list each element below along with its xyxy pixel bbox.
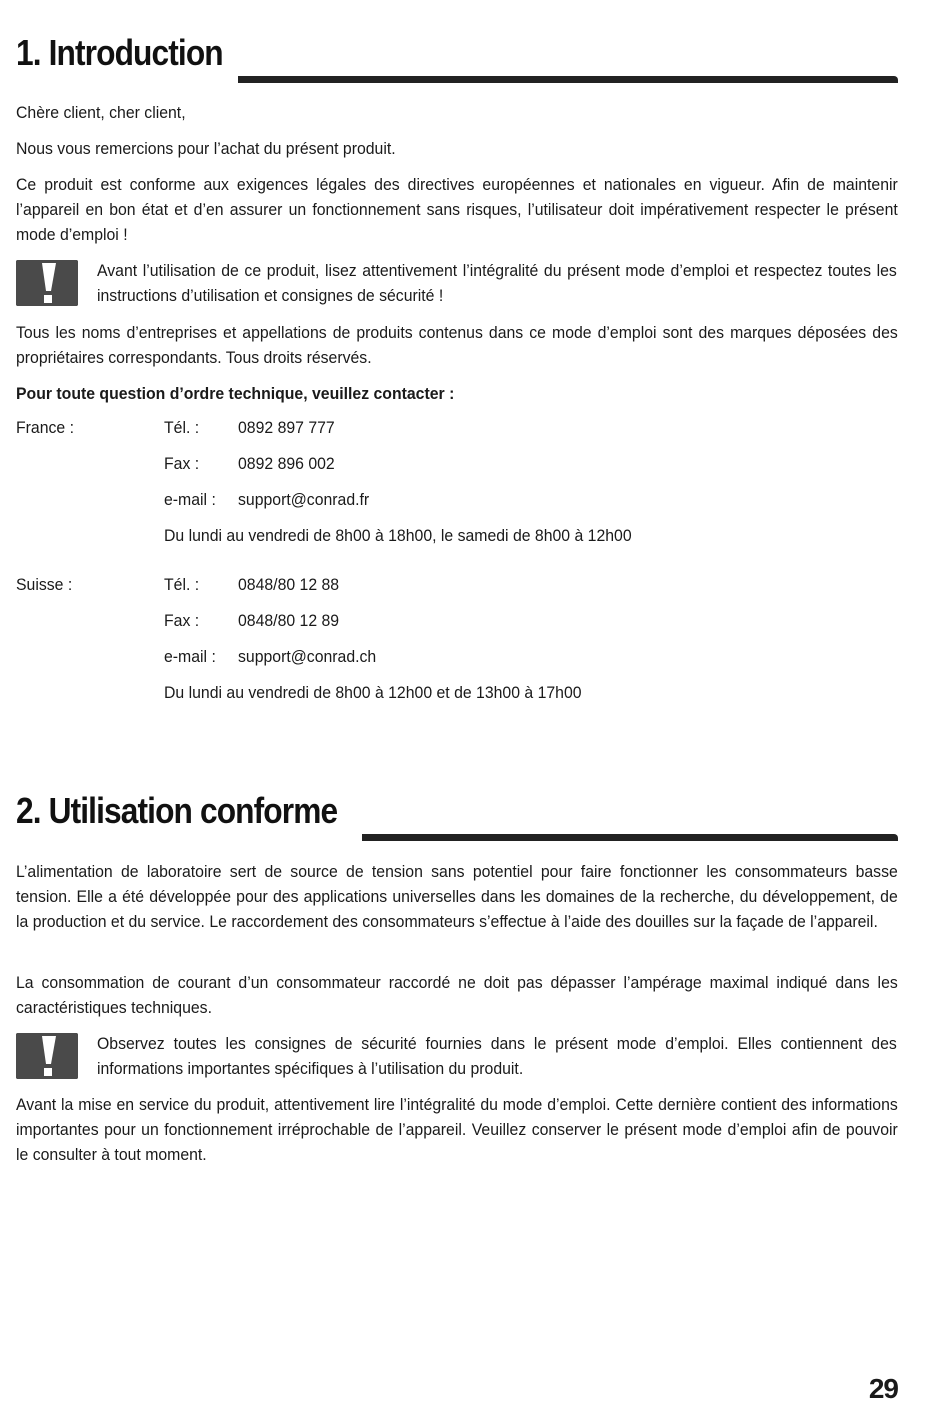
contact-email-label: e-mail : <box>164 647 216 666</box>
contact-tel-label: Tél. : <box>164 418 200 437</box>
thanks-text: Nous vous remercions pour l’achat du présent produit. <box>16 139 396 158</box>
contact-hours-row <box>16 526 898 562</box>
section1-header <box>16 30 898 82</box>
section2-header <box>16 788 898 840</box>
section1-title: 1. Introduction <box>16 32 223 73</box>
contact-hours: Du lundi au vendredi de 8h00 à 18h00, le samedi de 8h00 à 12h00 <box>164 526 632 545</box>
section1-warning-text: Avant l’utilisation de ce produit, lisez attentivement l’intégralité du présent mode d’emploi et respectez toutes les instructions d’utilisation et consignes de sécurité ! <box>97 261 897 305</box>
contact-fax-row <box>16 454 898 490</box>
contact-country: France : <box>16 418 74 437</box>
exclamation-warning-icon <box>16 1033 78 1079</box>
contact-block-suisse <box>16 575 898 719</box>
section2-title-rule <box>362 834 898 841</box>
contact-fax-label: Fax : <box>164 454 200 473</box>
contact-country: Suisse : <box>16 575 73 594</box>
contact-fax-value: 0892 896 002 <box>238 454 335 473</box>
conformity-text: Ce produit est conforme aux exigences légales des directives européennes et nationales en vigueur. Afin de maintenir l’appareil en bon état et d’en assurer un fonctionnement sans risques, l’utilisateur doit impérativement respecter le présent mode d’emploi ! <box>16 175 898 244</box>
contact-email-value[interactable]: support@conrad.fr <box>238 490 370 509</box>
section2-warning <box>16 1031 950 1081</box>
exclamation-warning-icon <box>16 260 78 306</box>
contact-fax-label: Fax : <box>164 611 200 630</box>
section1-title-rule <box>238 76 898 83</box>
usage-paragraph-3: Avant la mise en service du produit, attentivement lire l’intégralité du mode d’emploi. Cette dernière contient des informations importantes pour un fonctionnement irréprochable de l’appareil. Veuillez conserver le présent mode d’emploi afin de pouvoir le consulter à tout moment. <box>16 1095 898 1164</box>
contact-fax-row <box>16 611 898 647</box>
contact-block-france <box>16 418 898 562</box>
section2-warning-text: Observez toutes les consignes de sécurité fournies dans le présent mode d’emploi. Elles contiennent des informations importantes spécifiques à l’utilisation du produit. <box>97 1034 897 1078</box>
contact-tel-row <box>16 575 898 611</box>
contact-email-value[interactable]: support@conrad.ch <box>238 647 377 666</box>
contact-tel-value: 0892 897 777 <box>238 418 335 437</box>
contact-email-row <box>16 647 898 683</box>
contact-hours: Du lundi au vendredi de 8h00 à 12h00 et de 13h00 à 17h00 <box>164 683 582 702</box>
page-number: 29 <box>868 1373 898 1404</box>
contact-fax-value: 0848/80 12 89 <box>238 611 340 630</box>
greeting-text: Chère client, cher client, <box>16 103 186 122</box>
usage-paragraph-2: La consommation de courant d’un consommateur raccordé ne doit pas dépasser l’ampérage maximal indiqué dans les caractéristiques techniques. <box>16 973 898 1017</box>
trademarks-text: Tous les noms d’entreprises et appellations de produits contenus dans ce mode d’emploi sont des marques déposées des propriétaires correspondants. Tous droits réservés. <box>16 323 898 367</box>
contact-heading: Pour toute question d’ordre technique, veuillez contacter : <box>16 384 455 403</box>
usage-paragraph-1: L’alimentation de laboratoire sert de source de tension sans potentiel pour faire fonctionner les consommateurs basse tension. Elle a été développée pour des applications universelles dans les domaines de la recherche, du développement, de la production et du service. Le raccordement des consommateurs s’effectue à l’aide des douilles sur la façade de l’appareil. <box>16 862 898 931</box>
contact-tel-row <box>16 418 898 454</box>
section2-title: 2. Utilisation conforme <box>16 790 338 831</box>
contact-tel-label: Tél. : <box>164 575 200 594</box>
section1-warning <box>16 258 950 308</box>
contact-email-label: e-mail : <box>164 490 216 509</box>
contact-email-row <box>16 490 898 526</box>
contact-tel-value: 0848/80 12 88 <box>238 575 340 594</box>
contact-hours-row <box>16 683 898 719</box>
